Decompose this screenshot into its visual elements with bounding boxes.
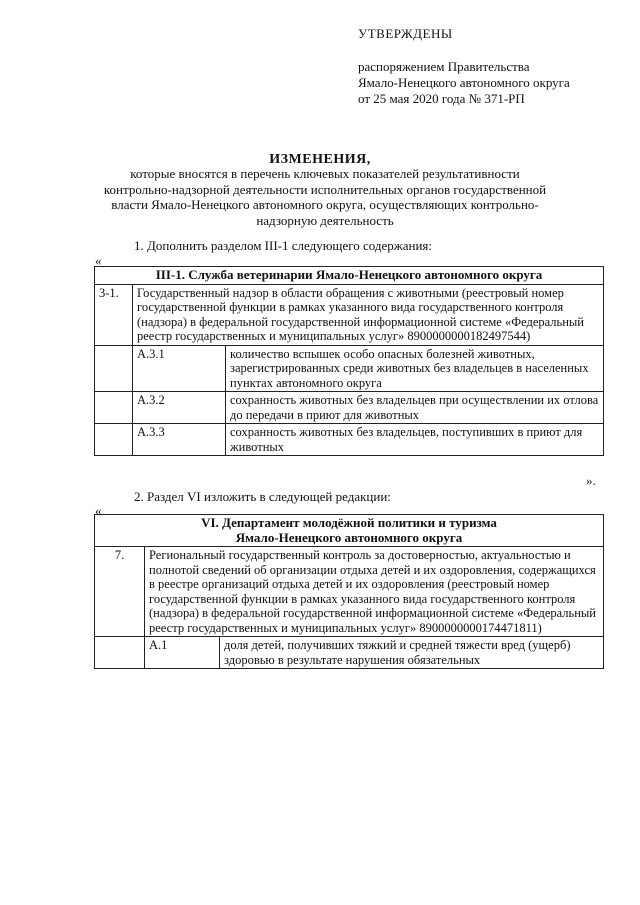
item-1-text: 1. Дополнить разделом III-1 следующего содержания: (134, 238, 433, 253)
row-number: 3-1. (95, 284, 133, 345)
subtitle-line-2: контрольно-надзорной деятельности исполнительных органов государственной (103, 181, 547, 197)
approval-line-2: Ямало-Ненецкого автономного округа (358, 75, 570, 90)
indicator-code: А.1 (145, 637, 220, 669)
approval-line-3: от 25 мая 2020 года № 371-РП (358, 91, 525, 106)
table-row (95, 547, 604, 637)
row-description: Государственный надзор в области обращения с животными (реестровый номер государственной функции в рамках указанного вида государственного контроля (надзора) в федеральной государственной информационной системе «Федеральный реестр государственных и муниципальных услуг» 8900000000182497544) (133, 284, 604, 345)
item-2-open-quote: « (95, 503, 102, 518)
subtitle-line-3: власти Ямало-Ненецкого автономного округа, осуществляющих контрольно- (111, 197, 539, 212)
section-vi-table (94, 514, 604, 669)
indicator-code: А.3.2 (133, 392, 226, 424)
indicator-text: сохранность животных без владельцев при осуществлении их отлова до передачи в приют для животных (226, 392, 604, 424)
indicator-row (95, 345, 604, 392)
section-vi-title (95, 515, 604, 547)
section-vi-title-line-2: Ямало-Ненецкого автономного округа (235, 529, 463, 545)
document-subtitle (90, 166, 560, 228)
approval-heading: УТВЕРЖДЕНЫ (358, 26, 453, 41)
approval-block (358, 26, 570, 107)
indicator-text: количество вспышек особо опасных болезней животных, зарегистрированных среди животных без владельцев в населенных пунктах автономного округа (226, 345, 604, 392)
indicator-code: А.3.1 (133, 345, 226, 392)
row-number: 7. (95, 547, 145, 637)
item-1-close-quote: ». (586, 473, 596, 488)
indicator-row (95, 392, 604, 424)
section-vi-title-line-1: VI. Департамент молодёжной политики и туризма (201, 515, 497, 530)
section-header-row (95, 267, 604, 285)
section-header-row (95, 515, 604, 547)
item-1-open-quote: « (95, 253, 102, 268)
row-description: Региональный государственный контроль за достоверностью, актуальностью и полнотой сведений об организации отдыха детей и их оздоровления, содержащихся в реестре организаций отдыха детей и их оздоровления (реестровый номер государственной функции в рамках указанного вида государственного контроля (надзора) в федеральной государственной информационной системе «Федеральный реестр государственных и муниципальных услуг» 8900000000174471811) (145, 547, 604, 637)
indicator-text: сохранность животных без владельцев, поступивших в приют для животных (226, 424, 604, 456)
section-iii-1-table (94, 266, 604, 456)
subtitle-line-4: надзорную деятельность (256, 212, 394, 228)
item-2-text: 2. Раздел VI изложить в следующей редакции: (134, 489, 391, 504)
section-iii-1-title: III-1. Служба ветеринарии Ямало-Ненецкого автономного округа (95, 267, 604, 285)
table-row (95, 284, 604, 345)
indicator-row (95, 424, 604, 456)
document-title: ИЗМЕНЕНИЯ, (269, 152, 371, 167)
indicator-text: доля детей, получивших тяжкий и средней тяжести вред (ущерб) здоровью в результате нарушения обязательных (220, 637, 604, 669)
approval-line-1: распоряжением Правительства (358, 59, 530, 74)
indicator-row (95, 637, 604, 669)
indicator-code: А.3.3 (133, 424, 226, 456)
subtitle-line-1: которые вносятся в перечень ключевых показателей результативности (130, 166, 520, 181)
